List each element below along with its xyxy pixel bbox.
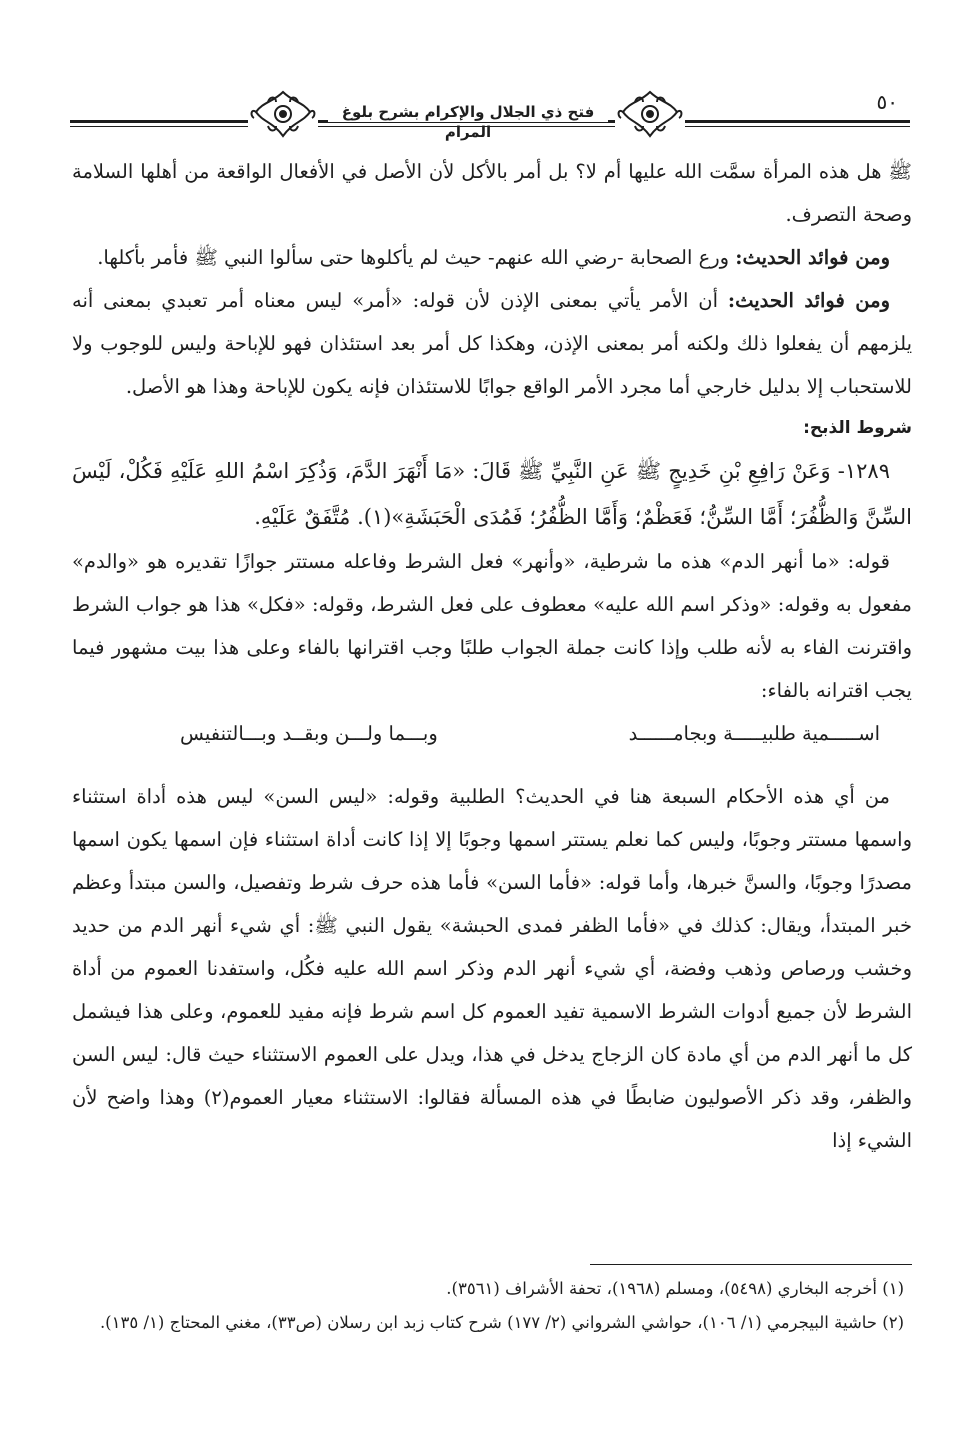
paragraph: من أي هذه الأحكام السبعة هنا في الحديث؟ الطلبية وقوله: «ليس السن» ليس هذه أداة استثناء واسمها مستتر وجوبًا، وليس كما نعلم يستتر اسمها وجوبًا إلا إذا كانت أداة استثناء فإن اسمها يكون اسمها مصدرًا وجوبًا، والسنَّ خبرها، وأما قوله: «فأما السن» فأما هذه حرف شرط وتفصيل، والسن مبتدأ وعظم خبر المبتدأ، ويقال: كذلك في «فأما الظفر فمدى الحبشة» يقول النبي ﷺ: أي شيء أنهر الدم من حديد وخشب ورصاص وذهب وفضة، أي شيء أنهر الدم وذكر اسم الله عليه فكُل، واستفدنا العموم من أداة الشرط لأن جميع أدوات الشرط الاسمية تفيد العموم كل اسم شرط فإنه مفيد للعموم، وعلى هذا فيشمل كل ما أنهر الدم من أي مادة كان الزجاج يدخل في هذا، ويدل على العموم الاستثناء حيث قال: ليس السن والظفر، وقد ذكر الأصوليون ضابطًا في هذه المسألة فقالوا: الاستثناء معيار العموم(٢) وهذا واضح لأن الشيء إذا [72,785,912,1152]
verse-first-hemistich: اســـــمية طلبيـــــة وبجامــــــد [628,722,880,745]
page-header [70,80,910,140]
footnotes [72,1272,912,1340]
book-title: فتح ذي الجلال والإكرام بشرح بلوغ المرام [328,102,608,122]
section-heading: شروط الذبح: [803,418,912,438]
paragraph [72,236,912,279]
footnote-divider [590,1264,912,1265]
hadith-text: ١٢٨٩- وَعَنْ رَافِعِ بْنِ خَدِيجٍ ﷺ عَنِ النَّبِيِّ ﷺ قَالَ: «مَا أَنْهَرَ الدَّمَ، وَذُكِرَ اسْمُ اللهِ عَلَيْهِ فَكُلْ، لَيْسَ السِّنَّ وَالظُّفُرَ؛ أَمَّا السِّنُّ؛ فَعَظْمٌ؛ وَأَمَّا الظُّفُرُ؛ فَمُدَى الْحَبَشَةِ»(١). مُتَّفَقٌ عَلَيْهِ. [72,459,912,529]
paragraph [72,279,912,408]
paragraph-lead: ومن فوائد الحديث: [727,289,890,312]
page-number: ٥٠ [876,90,898,114]
verse-second-hemistich: وبـــما ولـــن وبقــد وبـــالتنفيس [180,722,438,745]
poetry-verse [180,712,880,755]
floral-ornament-icon [615,88,685,140]
paragraph-text: ورع الصحابة -رضي الله عنهم- حيث لم يأكلوها حتى سألوا النبي ﷺ فأمر بأكلها. [97,246,736,269]
footnote: (١) أخرجه البخاري (٥٤٩٨)، ومسلم (١٩٦٨)، تحفة الأشراف (٣٥٦١). [446,1279,904,1298]
paragraph-text: أن الأمر يأتي بمعنى الإذن لأن قوله: «أمر» ليس معناه أمر تعبدي بمعنى أنه يلزمهم أن يفعلوا ذلك ولكنه أمر بمعنى الإذن، وهكذا كل أمر بعد استئذان فهو للإباحة وليس للوجوب ولا للاستحباب إلا بدليل خارجي أما مجرد الأمر الواقع جوابًا للاستئذان فإنه يكون للإباحة وهذا هو الأصل. [72,289,912,398]
main-text [72,150,912,1162]
footnote: (٢) حاشية البيجرمي (١/ ١٠٦)، حواشي الشرواني (٢/ ١٧٧) شرح كتاب زبد ابن رسلان (ص٣٣)، مغني المحتاج (١/ ١٣٥). [99,1313,904,1332]
paragraph: ﷺ هل هذه المرأة سمَّت الله عليها أم لا؟ بل أمر بالأكل لأن الأصل في الأفعال الواقعة من أهلها السلامة وصحة التصرف. [72,160,912,226]
paragraph: قوله: «ما أنهر الدم» هذه ما شرطية، «وأنهر» فعل الشرط وفاعله مستتر جوازًا تقديره هو «والدم» مفعول به وقوله: «وذكر اسم الله عليه» معطوف على فعل الشرط، وقوله: «فكل» هذا هو جواب الشرط واقترنت الفاء به لأنه طلب وإذا كانت جملة الجواب طلبًا وجب اقترانها بالفاء وعلى هذا بيت مشهور فيما يجب اقترانه بالفاء: [72,550,912,702]
floral-ornament-icon [248,88,318,140]
paragraph-lead: ومن فوائد الحديث: [735,246,890,269]
